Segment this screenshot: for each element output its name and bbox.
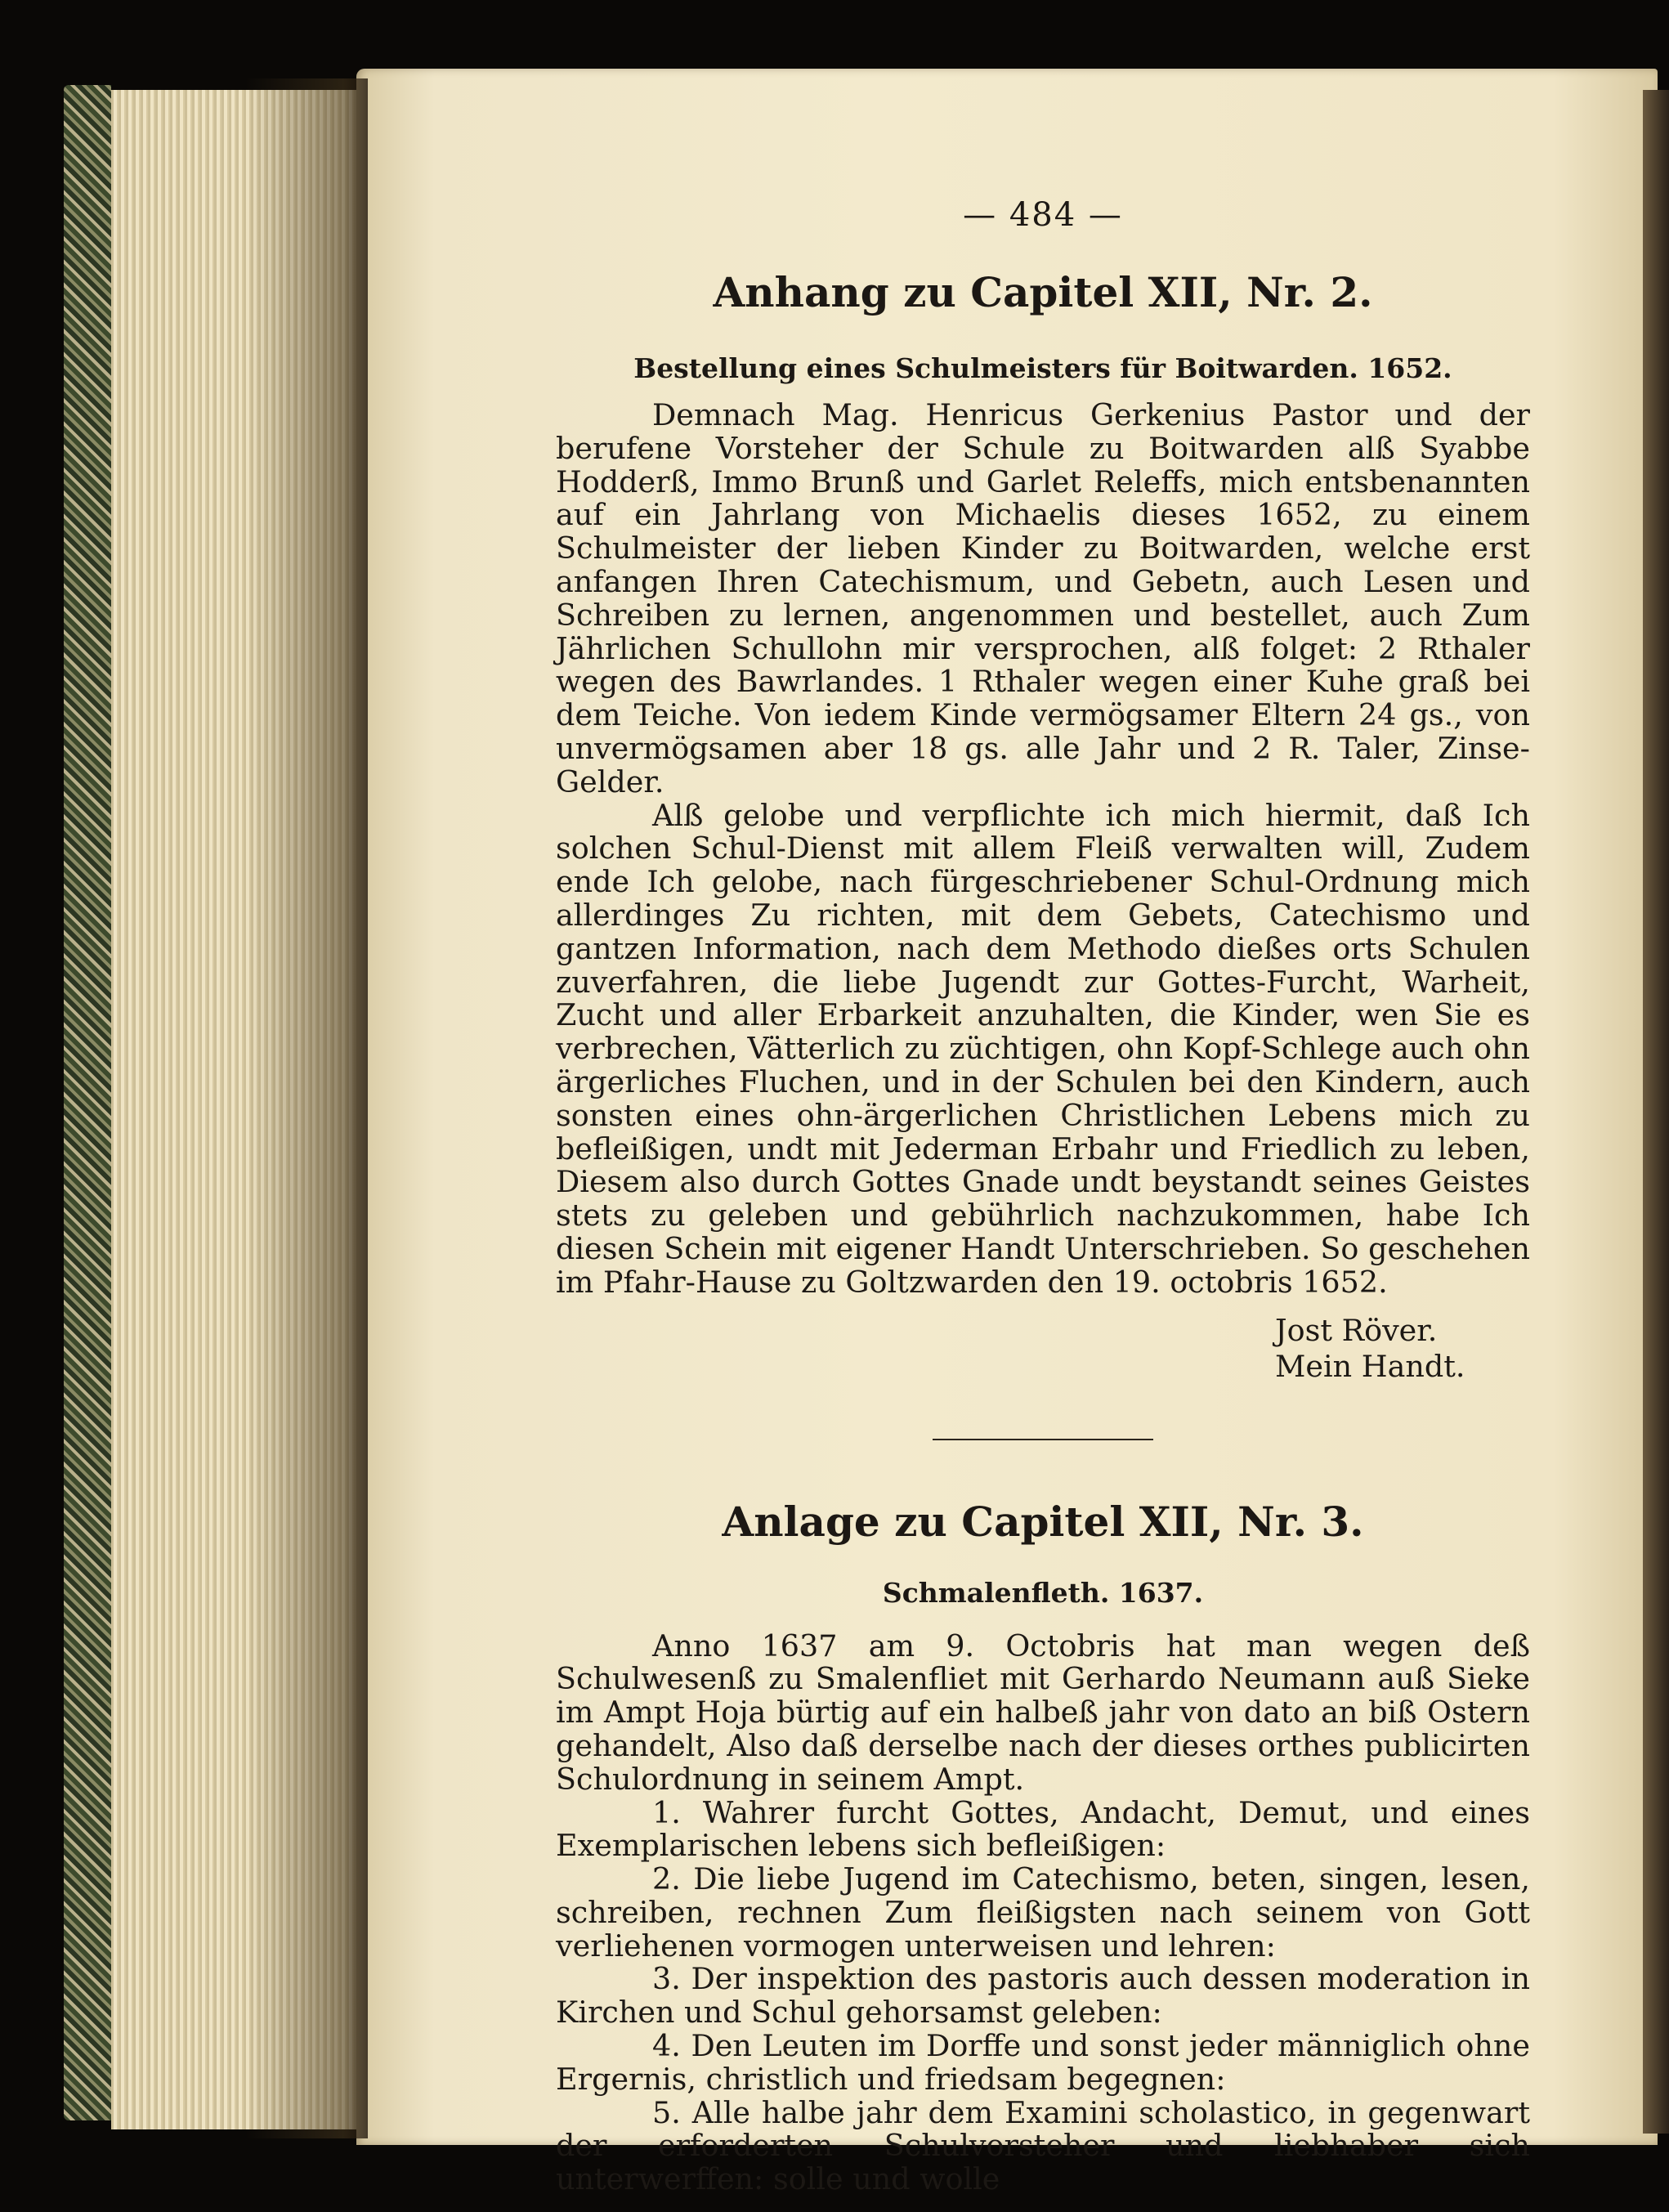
page-text <box>556 196 1530 2196</box>
book-edge <box>64 85 111 2120</box>
list-item: 3. Der inspektion des pastoris auch dessen moderation in Kirchen und Schul gehorsamst geleben: <box>556 1961 1530 2031</box>
section2-title: Anlage zu Capitel XII, Nr. 3. <box>722 1497 1364 1546</box>
signature <box>1275 1313 1530 1385</box>
facing-page-edge <box>1643 90 1669 2134</box>
section1-title: Anhang zu Capitel XII, Nr. 2. <box>713 268 1373 316</box>
page-number: — 484 — <box>963 196 1123 234</box>
section1-paragraph: Alß gelobe und verpflichte ich mich hiermit, daß Ich solchen Schul-Dienst mit allem Fleiß verwalten will, Zudem ende Ich gelobe, nach fürgeschriebener Schul-Ordnung mich allerdinges Zu richten, mit dem Gebets, Catechismo und gantzen Information, nach dem Methodo dießes orts Schulen zuverfahren, die liebe Jugendt zur Gottes-Furcht, Warheit, Zucht und aller Erbarkeit anzuhalten, die Kinder, wen Sie es verbrechen, Vätterlich zu züchtigen, ohn Kopf-Schlege auch ohn ärgerliches Fluchen, und in der Schulen bei den Kindern, auch sonsten eines ohn-ärgerlichen Christlichen Lebens mich zu befleißigen, undt mit Jederman Erbahr und Friedlich zu leben, Diesem also durch Gottes Gnade undt beystandt seines Geistes stets zu geleben und gebührlich nachzukommen, habe Ich diesen Schein mit eigener Handt Unterschrieben. So geschehen im Pfahr-Hause zu Goltzwarden den 19. octobris 1652. <box>556 797 1530 1300</box>
section1-subtitle: Bestellung eines Schulmeisters für Boitwarden. 1652. <box>633 352 1452 384</box>
list-item: 2. Die liebe Jugend im Catechismo, beten, singen, lesen, schreiben, rechnen Zum fleißigsten nach seinem von Gott verliehenen vormogen unterweisen und lehren: <box>556 1861 1530 1963</box>
list-item: 4. Den Leuten im Dorffe und sonst jeder männiglich ohne Ergernis, christlich und friedsam begegnen: <box>556 2028 1530 2097</box>
list-item: 1. Wahrer furcht Gottes, Andacht, Demut, und eines Exemplarischen lebens sich befleißigen: <box>556 1794 1530 1864</box>
signature-name: Jost Röver. <box>1275 1312 1438 1348</box>
section2-intro: Anno 1637 am 9. Octobris hat man wegen deß Schulwesenß zu Smalenfliet mit Gerhardo Neumann auß Sieke im Ampt Hoja bürtig auf ein halbeß jahr von dato an biß Ostern gehandelt, Also daß derselbe nach der dieses orthes publicirten Schulordnung in seinem Ampt. <box>556 1628 1530 1797</box>
page-gutter-shadow <box>245 78 368 2138</box>
section1-paragraph: Demnach Mag. Henricus Gerkenius Pastor und der berufene Vorsteher der Schule zu Boitwarden alß Syabbe Hodderß, Immo Brunß und Garlet Releffs, mich entsbenannten auf ein Jahrlang von Michaelis dieses 1652, zu einem Schulmeister der lieben Kinder zu Boitwarden, welche erst anfangen Ihren Catechismum, und Gebetn, auch Lesen und Schreiben zu lernen, angenommen und bestellet, auch Zum Jährlichen Schullohn mir versprochen, alß folget: 2 Rthaler wegen des Bawrlandes. 1 Rthaler wegen einer Kuhe graß bei dem Teiche. Von iedem Kinde vermögsamer Eltern 24 gs., von unvermögsamen aber 18 gs. alle Jahr und 2 R. Taler, Zinse-Gelder. <box>556 397 1530 799</box>
section-divider <box>933 1439 1153 1440</box>
list-item: 5. Alle halbe jahr dem Examini scholastico, in gegenwart der erforderten Schulvorsteher und liebhaber sich unterwerffen: solle und wolle <box>556 2094 1530 2197</box>
section2-subtitle: Schmalenfleth. 1637. <box>882 1576 1204 1609</box>
signature-note: Mein Handt. <box>1275 1348 1465 1384</box>
